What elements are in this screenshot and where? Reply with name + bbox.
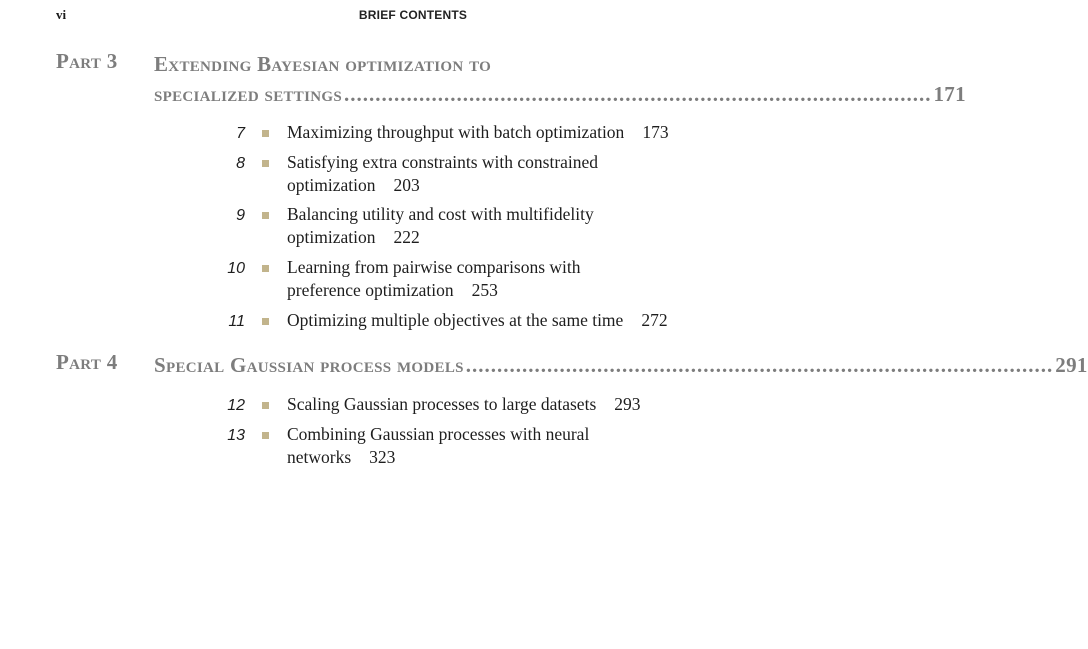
chapter-page-number: 173 [642,122,669,142]
chapter-page-number: 272 [641,310,668,330]
chapter-title: Learning from pairwise comparisons with preference optimization [287,257,581,300]
chapter-number: 10 [227,260,245,277]
chapter-entry [200,423,760,469]
chapter-page-number: 323 [369,447,396,467]
chapter-entry [200,151,760,197]
chapter-entry [200,256,760,302]
part-label: Part 4 [56,350,118,374]
part-title [154,350,1088,380]
chapter-title: Combining Gaussian processes with neural networks [287,424,590,467]
bullet-square-icon [262,432,269,439]
chapter-title: Optimizing multiple objectives at the same time [287,310,624,330]
chapter-entry [200,121,760,144]
chapter-number: 13 [227,427,245,444]
part-label: Part 3 [56,49,118,73]
running-head: BRIEF CONTENTS [358,8,468,22]
chapter-entry [200,203,760,249]
chapter-entry [200,393,760,416]
chapter-number: 12 [227,397,245,414]
page-number: vi [56,7,67,22]
dot-leader: .............................................................................................. [343,82,932,106]
part-page-number: 291 [1055,353,1088,377]
part-title-text: Special Gaussian process models [154,353,464,377]
chapter-entry [200,309,760,332]
part-title-text: Extending Bayesian optimization to [154,52,492,76]
part-page-number: 171 [933,82,966,106]
chapter-page-number: 293 [614,394,641,414]
chapter-title: Scaling Gaussian processes to large datasets [287,394,597,414]
dot-leader: .............................................................................................. [465,353,1054,377]
chapter-page-number: 253 [471,280,498,300]
bullet-square-icon [262,130,269,137]
chapter-title: Maximizing throughput with batch optimization [287,122,625,142]
part-title [154,49,966,109]
chapter-number: 9 [236,207,245,224]
bullet-square-icon [262,318,269,325]
chapter-number: 7 [236,125,245,142]
part-title-line-1 [154,49,750,79]
chapter-page-number: 222 [393,227,420,247]
bullet-square-icon [262,212,269,219]
chapter-title: Satisfying extra constraints with constrained optimization [287,152,599,195]
part-title-line-1 [154,350,1088,380]
chapter-title: Balancing utility and cost with multifidelity optimization [287,204,594,247]
chapter-page-number: 203 [393,175,420,195]
chapter-number: 11 [228,313,245,330]
part-title-line-2 [154,79,966,109]
chapter-number: 8 [236,155,245,172]
bullet-square-icon [262,160,269,167]
bullet-square-icon [262,265,269,272]
bullet-square-icon [262,402,269,409]
part-title-text: specialized settings [154,82,342,106]
